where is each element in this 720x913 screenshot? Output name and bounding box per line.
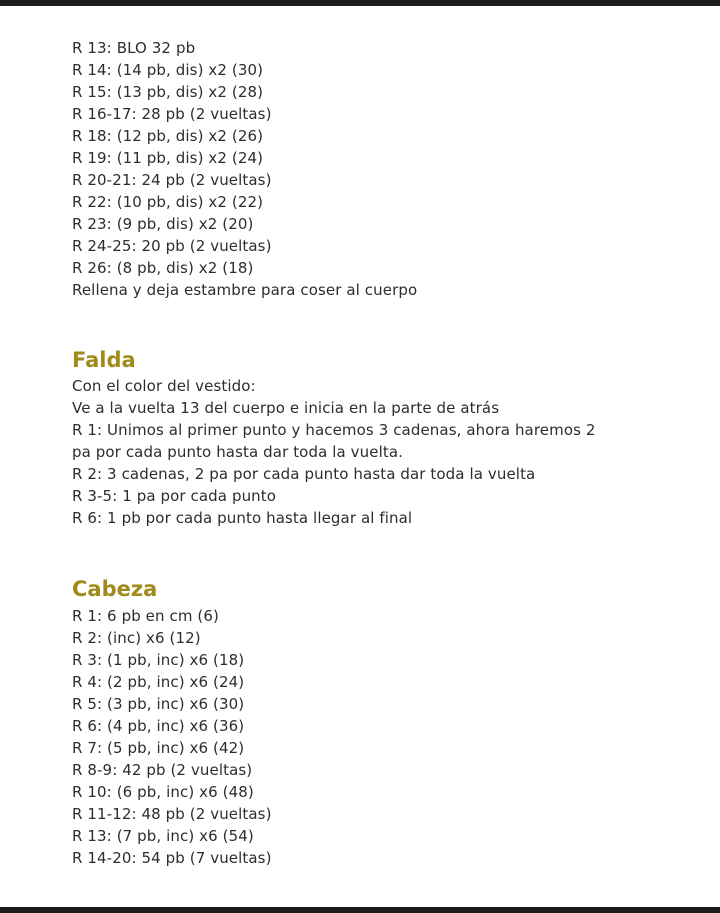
pattern-line: R 10: (6 pb, inc) x6 (48) <box>72 783 254 801</box>
pattern-line: R 19: (11 pb, dis) x2 (24) <box>72 149 264 167</box>
pattern-line: R 4: (2 pb, inc) x6 (24) <box>72 673 245 691</box>
pattern-line: R 5: (3 pb, inc) x6 (30) <box>72 695 245 713</box>
pattern-line: R 24-25: 20 pb (2 vueltas) <box>72 237 272 255</box>
pattern-line: Ve a la vuelta 13 del cuerpo e inicia en la parte de atrás <box>72 399 500 417</box>
pattern-line: R 16-17: 28 pb (2 vueltas) <box>72 105 272 123</box>
pattern-line: R 11-12: 48 pb (2 vueltas) <box>72 805 272 823</box>
pattern-line: R 13: (7 pb, inc) x6 (54) <box>72 827 254 845</box>
pattern-line: R 14-20: 54 pb (7 vueltas) <box>72 849 272 867</box>
section-title-cabeza: Cabeza <box>72 577 158 601</box>
pattern-line: R 1: 6 pb en cm (6) <box>72 607 219 625</box>
pattern-line: pa por cada punto hasta dar toda la vuelta. <box>72 443 403 461</box>
pattern-line: R 13: BLO 32 pb <box>72 39 196 57</box>
pattern-line: R 22: (10 pb, dis) x2 (22) <box>72 193 264 211</box>
pattern-line: R 8-9: 42 pb (2 vueltas) <box>72 761 253 779</box>
pattern-line: R 2: 3 cadenas, 2 pa por cada punto hasta dar toda la vuelta <box>72 465 536 483</box>
document-page <box>0 6 720 907</box>
pattern-line: R 14: (14 pb, dis) x2 (30) <box>72 61 264 79</box>
pattern-line: R 7: (5 pb, inc) x6 (42) <box>72 739 245 757</box>
section-title-falda: Falda <box>72 348 136 372</box>
pattern-line: R 20-21: 24 pb (2 vueltas) <box>72 171 272 189</box>
pattern-line: R 3-5: 1 pa por cada punto <box>72 487 277 505</box>
pattern-line: R 1: Unimos al primer punto y hacemos 3 cadenas, ahora haremos 2 <box>72 421 596 439</box>
pattern-line: R 26: (8 pb, dis) x2 (18) <box>72 259 254 277</box>
pattern-line: Con el color del vestido: <box>72 377 256 395</box>
pattern-line: R 23: (9 pb, dis) x2 (20) <box>72 215 254 233</box>
pattern-line: R 15: (13 pb, dis) x2 (28) <box>72 83 264 101</box>
pattern-line: R 18: (12 pb, dis) x2 (26) <box>72 127 264 145</box>
pattern-line: R 3: (1 pb, inc) x6 (18) <box>72 651 245 669</box>
pattern-line: R 6: (4 pb, inc) x6 (36) <box>72 717 245 735</box>
pattern-line: R 6: 1 pb por cada punto hasta llegar al final <box>72 509 413 527</box>
pattern-line: Rellena y deja estambre para coser al cuerpo <box>72 281 418 299</box>
pattern-line: R 2: (inc) x6 (12) <box>72 629 201 647</box>
